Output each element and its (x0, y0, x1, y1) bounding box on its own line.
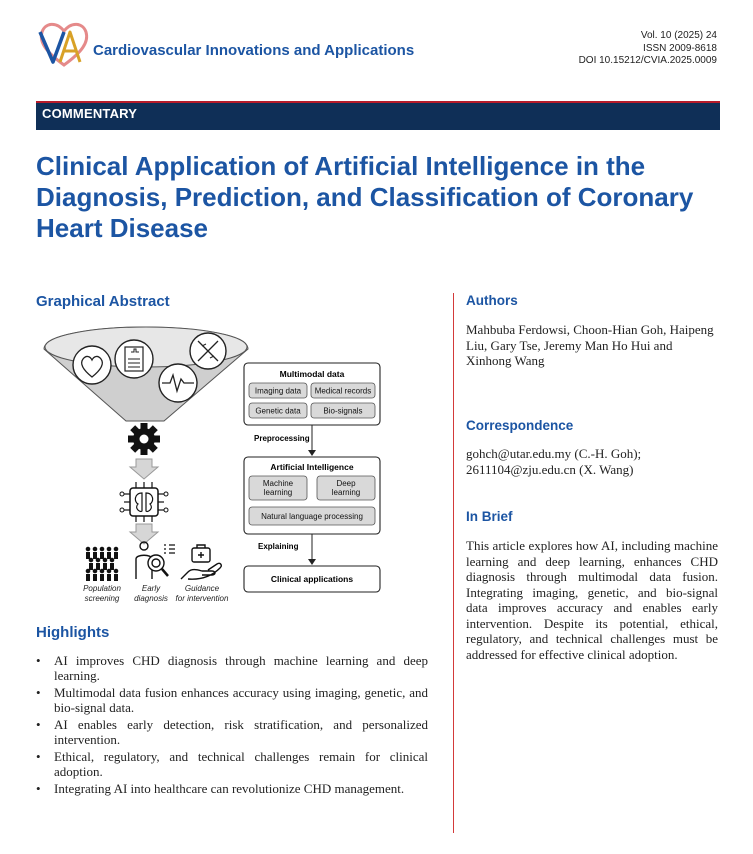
correspondence-email-1[interactable]: gohch@utar.edu.my (C.-H. Goh); (466, 446, 642, 461)
clinical-label: Clinical applications (270, 574, 354, 584)
highlights-list (36, 653, 428, 798)
dl-label-line2: learning (331, 488, 361, 497)
medical-record-icon (115, 340, 153, 378)
authors-text: Mahbuba Ferdowsi, Choon-Hian Goh, Haipeng Liu, Gary Tse, Jeremy Man Ho Hui and Xinhong Wang (466, 322, 714, 368)
medical-records-label: Medical records (314, 386, 372, 396)
graphical-abstract-heading: Graphical Abstract (36, 293, 170, 310)
ml-label-line1: Machine (262, 479, 294, 488)
bio-signals-label: Bio-signals (323, 406, 363, 416)
genetic-data-label: Genetic data (255, 406, 301, 416)
journal-logo-icon (36, 18, 92, 70)
outcome-2-line1: Early (141, 584, 161, 593)
volume: Vol. 10 (2025) 24 (640, 30, 717, 41)
highlight-item: • Multimodal data fusion enhances accuracy using imaging, genetic, and bio-signal data. (36, 685, 428, 715)
outcome-3-line2: for intervention (175, 594, 229, 603)
highlights-heading: Highlights (36, 624, 110, 641)
correspondence-email-2[interactable]: 2611104@zju.edu.cn (X. Wang) (466, 461, 634, 477)
gear-icon (128, 423, 160, 455)
journal-name: Cardiovascular Innovations and Applications (93, 42, 415, 59)
brain-chip-icon (120, 482, 168, 522)
intervention-hand-icon (181, 545, 221, 579)
article-type: COMMENTARY (42, 106, 138, 121)
outcome-1-line2: screening (84, 594, 120, 603)
dna-icon (190, 333, 226, 369)
highlight-item: • Ethical, regulatory, and technical challenges remain for clinical adoption. (36, 749, 428, 779)
ml-label-line2: learning (263, 488, 293, 497)
highlight-item: • Integrating AI into healthcare can revolutionize CHD management. (36, 781, 428, 796)
outcome-3-line1: Guidance (184, 584, 220, 593)
population-icon (86, 547, 119, 581)
nlp-label: Natural language processing (261, 512, 363, 521)
doi: DOI 10.15212/CVIA.2025.0009 (578, 55, 717, 66)
multimodal-title: Multimodal data (279, 369, 345, 379)
heart-icon (73, 346, 111, 384)
highlight-item: • AI enables early detection, risk stratification, and personalized intervention. (36, 717, 428, 747)
journal-meta (579, 30, 717, 68)
ecg-icon (159, 364, 197, 402)
down-arrow-icon (130, 524, 158, 544)
early-diagnosis-icon (136, 542, 175, 579)
in-brief-heading: In Brief (466, 509, 513, 524)
explaining-label: Explaining (258, 542, 299, 551)
ai-title: Artificial Intelligence (270, 462, 354, 472)
outcome-2-line2: diagnosis (134, 594, 168, 603)
highlight-item: • AI improves CHD diagnosis through machine learning and deep learning. (36, 653, 428, 683)
preprocessing-label: Preprocessing (254, 434, 310, 443)
column-divider (453, 293, 454, 833)
article-title: Clinical Application of Artificial Intelligence in the Diagnosis, Prediction, and Classification of Coronary Heart Disease (36, 151, 694, 243)
authors-heading: Authors (466, 293, 518, 308)
down-arrow-icon (130, 459, 158, 479)
correspondence-text (466, 446, 718, 477)
imaging-data-label: Imaging data (254, 386, 302, 396)
graphical-abstract-diagram (36, 317, 428, 617)
outcome-1-line1: Population (83, 584, 121, 593)
correspondence-heading: Correspondence (466, 418, 574, 433)
issn: ISSN 2009-8618 (643, 42, 717, 54)
dl-label-line1: Deep (336, 479, 356, 488)
in-brief-text: This article explores how AI, including machine learning and deep learning, enhances CHD diagnosis through multimodal data fusion. Integrating imaging, genetic, and bio-signal data improves accuracy and enables early intervention. Despite its potential, ethical, regulatory, and technical challenges must be addressed for effective clinical adoption. (466, 538, 718, 662)
article-type-bar (36, 101, 720, 130)
